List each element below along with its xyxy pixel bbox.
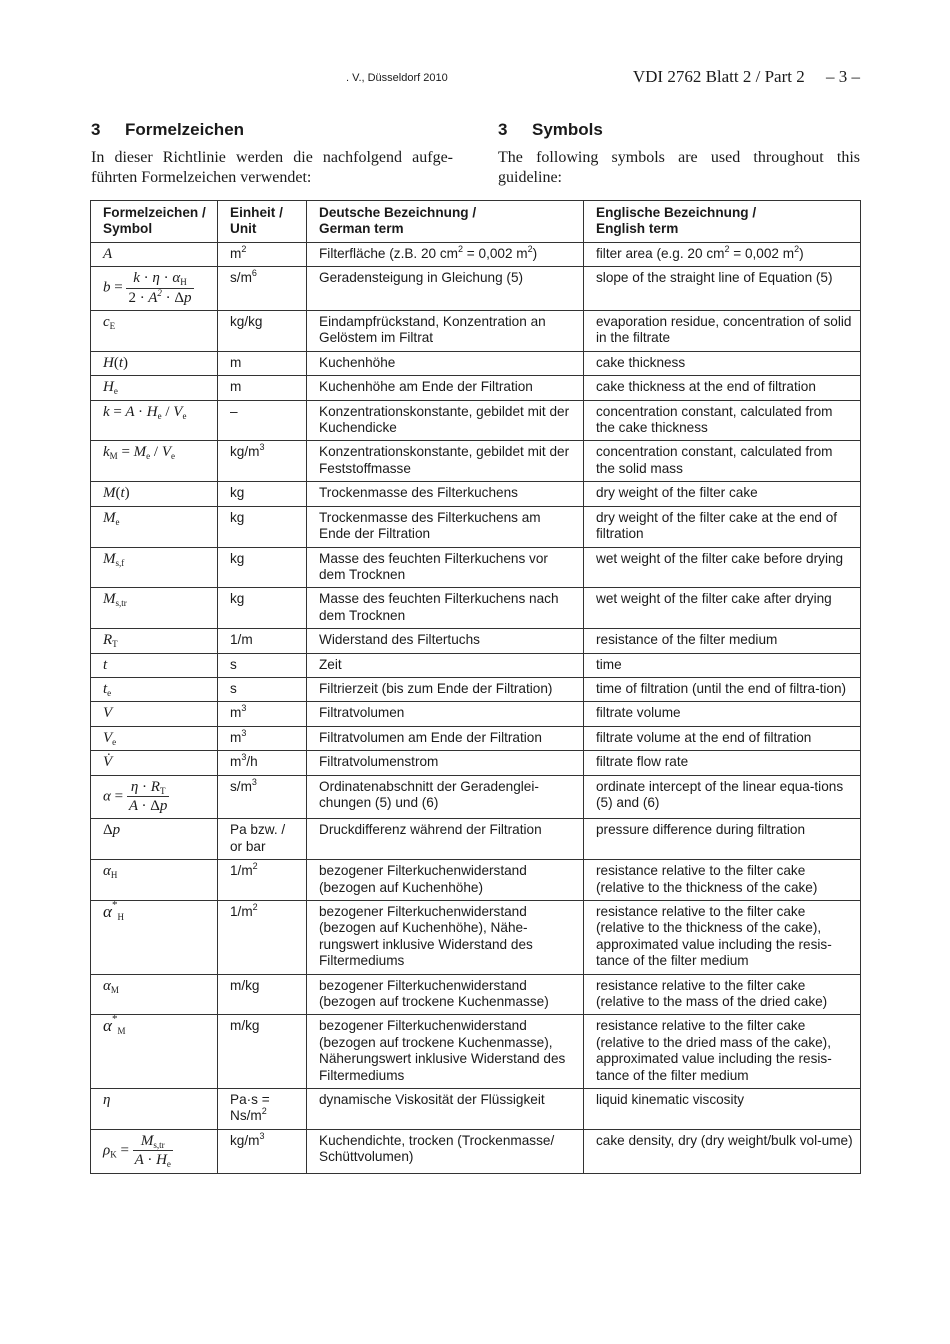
symbol-cell: A xyxy=(91,242,218,266)
table-row xyxy=(91,1015,861,1089)
table-row xyxy=(91,441,861,482)
symbol-cell: Δp xyxy=(91,819,218,860)
german-term-cell: Zeit xyxy=(307,653,584,677)
table-row xyxy=(91,901,861,975)
german-term-cell: bezogener Filterkuchenwiderstand (bezogen auf Kuchenhöhe) xyxy=(307,860,584,901)
english-term-cell: resistance relative to the filter cake (relative to the dried mass of the cake), approximated value including the resis-tance of the filter medium xyxy=(584,1015,861,1089)
table-row xyxy=(91,629,861,653)
symbol-cell: $k_M = M_e / V_e$ xyxy=(91,441,218,482)
english-term-cell: liquid kinematic viscosity xyxy=(584,1089,861,1130)
unit-cell: Pa bzw. / or bar xyxy=(218,819,307,860)
german-term-cell: Trockenmasse des Filterkuchens am Ende der Filtration xyxy=(307,506,584,547)
english-term-cell: filtrate flow rate xyxy=(584,751,861,775)
english-term-cell: cake density, dry (dry weight/bulk vol-ume) xyxy=(584,1129,861,1173)
table-row xyxy=(91,588,861,629)
table-row xyxy=(91,702,861,726)
unit-cell: m xyxy=(218,351,307,375)
table-row xyxy=(91,267,861,311)
header-publisher: . V., Düsseldorf 2010 xyxy=(346,72,448,84)
english-term-cell: cake thickness xyxy=(584,351,861,375)
english-term-cell: dry weight of the filter cake xyxy=(584,482,861,506)
unit-cell: s xyxy=(218,653,307,677)
symbol-cell: V̇ xyxy=(91,751,218,775)
english-term-cell: evaporation residue, concentration of solid in the filtrate xyxy=(584,311,861,352)
section-text-english: The following symbols are used throughout this guideline: xyxy=(498,149,860,186)
symbol-cell: $M_{s,tr}$ xyxy=(91,588,218,629)
english-term-cell: time of filtration (until the end of filtra-tion) xyxy=(584,677,861,701)
table-row xyxy=(91,1089,861,1130)
section-english xyxy=(498,120,860,188)
german-term-cell: Filtratvolumen xyxy=(307,702,584,726)
header-unit: Einheit / Unit xyxy=(218,201,307,243)
unit-cell: kg xyxy=(218,588,307,629)
table-row xyxy=(91,653,861,677)
symbol-cell: $M_e$ xyxy=(91,506,218,547)
table-row xyxy=(91,726,861,750)
unit-cell: kg/kg xyxy=(218,311,307,352)
table-row xyxy=(91,351,861,375)
german-term-cell: Widerstand des Filtertuchs xyxy=(307,629,584,653)
german-term-cell: Geradensteigung in Gleichung (5) xyxy=(307,267,584,311)
unit-cell: $kg/m^3$ xyxy=(218,1129,307,1173)
german-term-cell: Konzentrationskonstante, gebildet mit der Kuchendicke xyxy=(307,400,584,441)
unit-cell: m/kg xyxy=(218,974,307,1015)
symbols-table xyxy=(90,200,861,1174)
section-german xyxy=(91,120,453,188)
unit-cell: – xyxy=(218,400,307,441)
english-term-cell: concentration constant, calculated from the cake thickness xyxy=(584,400,861,441)
section-text-german: In dieser Richtlinie werden die nachfolgend aufge-führten Formelzeichen verwendet: xyxy=(91,149,453,186)
symbol-cell: $V_e$ xyxy=(91,726,218,750)
symbol-cell: α = $\frac{\eta \cdot R_T}{A \cdot \Delta p}$ xyxy=(91,775,218,819)
table-row xyxy=(91,376,861,400)
header-document-id: VDI 2762 Blatt 2 / Part 2 – 3 – xyxy=(632,67,860,86)
english-term-cell: concentration constant, calculated from the solid mass xyxy=(584,441,861,482)
unit-cell: $m^3$ xyxy=(218,702,307,726)
symbol-cell: $t_e$ xyxy=(91,677,218,701)
symbol-cell: $k = A \cdot H_e / V_e$ xyxy=(91,400,218,441)
symbol-cell: t xyxy=(91,653,218,677)
symbol-cell: V xyxy=(91,702,218,726)
table-row xyxy=(91,311,861,352)
symbol-cell: $\alpha_H$ xyxy=(91,860,218,901)
english-term-cell: filtrate volume xyxy=(584,702,861,726)
english-term-cell: wet weight of the filter cake after drying xyxy=(584,588,861,629)
english-term-cell: slope of the straight line of Equation (5) xyxy=(584,267,861,311)
unit-cell: $s/m^6$ xyxy=(218,267,307,311)
german-term-cell: bezogener Filterkuchenwiderstand (bezogen auf trockene Kuchenmasse), Näherungswert inklusive Widerstand des Filtermediums xyxy=(307,1015,584,1089)
header-symbol: Formelzeichen / Symbol xyxy=(91,201,218,243)
german-term-cell: Kuchendichte, trocken (Trockenmasse/ Schüttvolumen) xyxy=(307,1129,584,1173)
english-term-cell: resistance relative to the filter cake (relative to the mass of the dried cake) xyxy=(584,974,861,1015)
english-term-cell: time xyxy=(584,653,861,677)
symbol-cell: M(t) xyxy=(91,482,218,506)
unit-cell: $1/m^2$ xyxy=(218,860,307,901)
symbol-cell: $R_T$ xyxy=(91,629,218,653)
section-title-german: 3 Formelzeichen xyxy=(91,120,245,139)
unit-cell: $s/m^3$ xyxy=(218,775,307,819)
header-german-term: Deutsche Bezeichnung / German term xyxy=(307,201,584,243)
unit-cell: $1/m^2$ xyxy=(218,901,307,975)
header-english-term: Englische Bezeichnung / English term xyxy=(584,201,861,243)
german-term-cell: bezogener Filterkuchenwiderstand (bezogen auf Kuchenhöhe), Nähe-rungswert inklusive Widerstand des Filtermediums xyxy=(307,901,584,975)
symbol-cell: η xyxy=(91,1089,218,1130)
english-term-cell: wet weight of the filter cake before drying xyxy=(584,547,861,588)
german-term-cell: Filtratvolumenstrom xyxy=(307,751,584,775)
symbol-cell: H(t) xyxy=(91,351,218,375)
german-term-cell: Ordinatenabschnitt der Geradenglei-chungen (5) und (6) xyxy=(307,775,584,819)
german-term-cell: Druckdifferenz während der Filtration xyxy=(307,819,584,860)
symbol-cell: $\alpha^*_M$ xyxy=(91,1015,218,1089)
symbol-cell: $H_e$ xyxy=(91,376,218,400)
unit-cell: $m^2$ xyxy=(218,242,307,266)
table-row xyxy=(91,775,861,819)
english-term-cell: pressure difference during filtration xyxy=(584,819,861,860)
table-row xyxy=(91,677,861,701)
german-term-cell: Filtratvolumen am Ende der Filtration xyxy=(307,726,584,750)
table-row xyxy=(91,1129,861,1173)
german-term-cell: Filtrierzeit (bis zum Ende der Filtration) xyxy=(307,677,584,701)
table-row xyxy=(91,547,861,588)
symbol-cell: $\alpha_M$ xyxy=(91,974,218,1015)
english-term-cell: resistance relative to the filter cake (relative to the thickness of the cake) xyxy=(584,860,861,901)
english-term-cell: filtrate volume at the end of filtration xyxy=(584,726,861,750)
table-row xyxy=(91,242,861,266)
unit-cell: $kg/m^3$ xyxy=(218,441,307,482)
table-row xyxy=(91,974,861,1015)
german-term-cell: Kuchenhöhe xyxy=(307,351,584,375)
german-term-cell: Masse des feuchten Filterkuchens vor dem Trocknen xyxy=(307,547,584,588)
german-term-cell: Trockenmasse des Filterkuchens xyxy=(307,482,584,506)
symbol-cell: $M_{s,f}$ xyxy=(91,547,218,588)
symbol-cell: $\alpha^*_H$ xyxy=(91,901,218,975)
english-term-cell: cake thickness at the end of filtration xyxy=(584,376,861,400)
english-term-cell: filter area (e.g. 20 $cm^2 = 0,002$ $m^2$) xyxy=(584,242,861,266)
table-row xyxy=(91,819,861,860)
unit-cell: m/kg xyxy=(218,1015,307,1089)
german-term-cell: Kuchenhöhe am Ende der Filtration xyxy=(307,376,584,400)
english-term-cell: resistance of the filter medium xyxy=(584,629,861,653)
unit-cell: s xyxy=(218,677,307,701)
table-row xyxy=(91,482,861,506)
table-header-row xyxy=(91,201,861,243)
german-term-cell: Konzentrationskonstante, gebildet mit der Feststoffmasse xyxy=(307,441,584,482)
symbol-cell: b = $\frac{k \cdot \eta \cdot \alpha_H}{2 \cdot A^2 \cdot \Delta p}$ xyxy=(91,267,218,311)
table-row xyxy=(91,751,861,775)
unit-cell: kg xyxy=(218,506,307,547)
english-term-cell: resistance relative to the filter cake (relative to the thickness of the cake), approximated value including the resis-tance of the filter medium xyxy=(584,901,861,975)
unit-cell: $m^3$ xyxy=(218,726,307,750)
unit-cell: kg xyxy=(218,482,307,506)
german-term-cell: bezogener Filterkuchenwiderstand (bezogen auf trockene Kuchenmasse) xyxy=(307,974,584,1015)
section-title-english: 3 Symbols xyxy=(498,120,603,139)
table-row xyxy=(91,506,861,547)
unit-cell: kg xyxy=(218,547,307,588)
german-term-cell: Eindampfrückstand, Konzentration an Gelöstem im Filtrat xyxy=(307,311,584,352)
unit-cell: m xyxy=(218,376,307,400)
english-term-cell: dry weight of the filter cake at the end of filtration xyxy=(584,506,861,547)
english-term-cell: ordinate intercept of the linear equa-tions (5) and (6) xyxy=(584,775,861,819)
table-row xyxy=(91,860,861,901)
unit-cell: 1/m xyxy=(218,629,307,653)
german-term-cell: Masse des feuchten Filterkuchens nach dem Trocknen xyxy=(307,588,584,629)
german-term-cell: dynamische Viskosität der Flüssigkeit xyxy=(307,1089,584,1130)
unit-cell: $Pa\cdot s = Ns/m^2$ xyxy=(218,1089,307,1130)
symbol-cell: $c_E$ xyxy=(91,311,218,352)
table-row xyxy=(91,400,861,441)
unit-cell: $m^3/h$ xyxy=(218,751,307,775)
symbol-cell: $\rho_K$ = $\frac{M_{s,tr}}{A \cdot H_e}$ xyxy=(91,1129,218,1173)
german-term-cell: Filterfläche (z.B. 20 $cm^2 = 0,002$ $m^2$) xyxy=(307,242,584,266)
